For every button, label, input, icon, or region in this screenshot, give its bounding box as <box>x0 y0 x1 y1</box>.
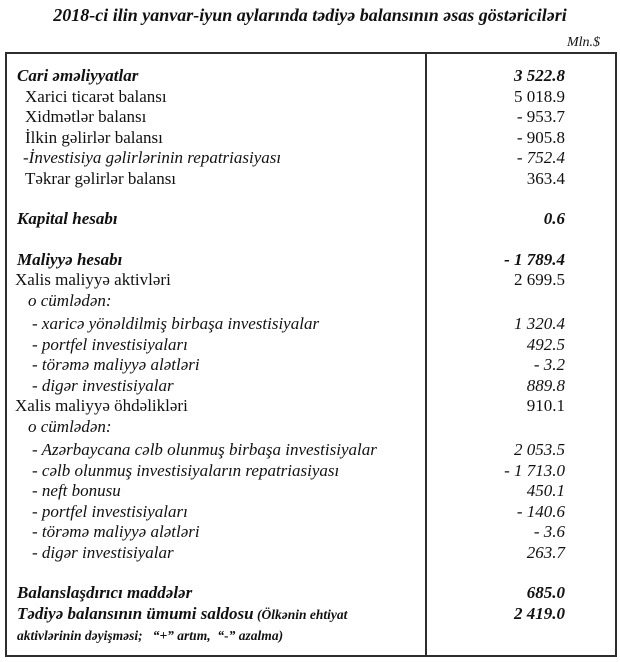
bop-table-rows <box>7 66 615 647</box>
row-value: 2 419.0 <box>514 603 565 623</box>
row-label: - digər investisiyalar <box>32 375 174 395</box>
row-value: - 905.8 <box>516 127 565 147</box>
row-label: İlkin gəlirlər balansı <box>25 127 163 147</box>
row-value: - 3.2 <box>533 355 565 374</box>
row-label: - törəmə maliyyə alətləri <box>32 355 200 374</box>
balance-of-payments-table <box>5 52 617 657</box>
row-label: o cümlədən: <box>28 416 112 436</box>
row-value: 685.0 <box>526 583 565 602</box>
row-label: - cəlb olunmuş investisiyaların repatriasiyası <box>32 460 340 480</box>
row-value: 2 053.5 <box>514 440 565 459</box>
row-label: - digər investisiyalar <box>32 542 174 562</box>
row-label: - portfel investisiyaları <box>32 334 188 354</box>
row-label: o cümlədən: <box>28 290 112 310</box>
table-row <box>7 522 615 543</box>
table-row <box>7 355 615 376</box>
table-row <box>7 502 615 523</box>
row-label: - Azərbaycana cəlb olunmuş birbaşa investisiyalar <box>32 440 377 459</box>
table-row <box>7 543 615 564</box>
row-value: 5 018.9 <box>514 86 565 106</box>
row-label: - neft bonusu <box>32 481 121 500</box>
table-row <box>7 66 615 87</box>
row-value: - 3.6 <box>533 522 565 541</box>
row-label-note: (Ölkənin ehtiyat aktivlərinin dəyişməsi; “+” artım, “-” azalma) <box>17 606 348 643</box>
table-row <box>7 169 615 190</box>
table-row <box>7 481 615 502</box>
row-label: Balanslaşdırıcı maddələr <box>17 583 193 602</box>
table-row <box>7 291 615 312</box>
row-value: 450.1 <box>526 481 565 500</box>
table-row <box>7 376 615 397</box>
row-value: 3 522.8 <box>514 66 565 85</box>
row-label: - portfel investisiyaları <box>32 501 188 521</box>
table-row <box>7 604 615 647</box>
row-label: Xarici ticarət balansı <box>25 86 167 106</box>
row-value: - 140.6 <box>516 501 565 521</box>
table-row <box>7 87 615 108</box>
row-label: Kapital hesabı <box>17 209 118 228</box>
column-divider <box>425 54 427 655</box>
table-row <box>7 396 615 417</box>
row-label: -İnvestisiya gəlirlərinin repatriasiyası <box>23 148 282 167</box>
row-label: Xidmətlər balansı <box>25 107 147 126</box>
table-row <box>7 209 615 230</box>
table-row <box>7 128 615 149</box>
row-value: 363.4 <box>526 168 565 188</box>
document-title: 2018-ci ilin yanvar-iyun aylarında tədiyə balansının əsas göstəriciləri <box>53 5 567 25</box>
row-value: - 953.7 <box>516 107 565 126</box>
table-row <box>7 461 615 482</box>
row-value: 910.1 <box>526 396 565 415</box>
row-spacer <box>7 563 615 583</box>
row-label: Xalis maliyyə aktivləri <box>15 270 171 289</box>
row-value: - 752.4 <box>516 148 565 167</box>
row-label: Təkrar gəlirlər balansı <box>25 168 177 188</box>
row-label: - törəmə maliyyə alətləri <box>32 522 200 541</box>
row-spacer <box>7 189 615 209</box>
row-value: 1 320.4 <box>514 314 565 333</box>
table-row <box>7 417 615 438</box>
unit-label: Mln.$ <box>566 35 600 50</box>
row-spacer <box>7 230 615 250</box>
row-value: 263.7 <box>526 542 565 562</box>
row-value: 889.8 <box>526 375 565 395</box>
row-value: - 1 713.0 <box>504 460 565 480</box>
row-label: Tədiyə balansının ümumi saldosu (Ölkənin ehtiyat aktivlərinin dəyişməsi; “+” artım, “-” azalma) <box>17 603 348 643</box>
row-label: Xalis maliyyə öhdəlikləri <box>15 396 188 415</box>
row-label: - xaricə yönəldilmiş birbaşa investisiyalar <box>32 314 320 333</box>
table-row <box>7 583 615 604</box>
row-label: Cari əməliyyatlar <box>17 66 139 85</box>
table-row <box>7 314 615 335</box>
row-value: 492.5 <box>526 334 565 354</box>
row-value: 0.6 <box>543 209 565 228</box>
row-label: Maliyyə hesabı <box>17 249 123 269</box>
row-value: - 1 789.4 <box>504 249 565 269</box>
table-row <box>7 440 615 461</box>
table-row <box>7 148 615 169</box>
table-row <box>7 270 615 291</box>
table-row <box>7 107 615 128</box>
row-value: 2 699.5 <box>514 270 565 289</box>
table-row <box>7 335 615 356</box>
table-row <box>7 250 615 271</box>
